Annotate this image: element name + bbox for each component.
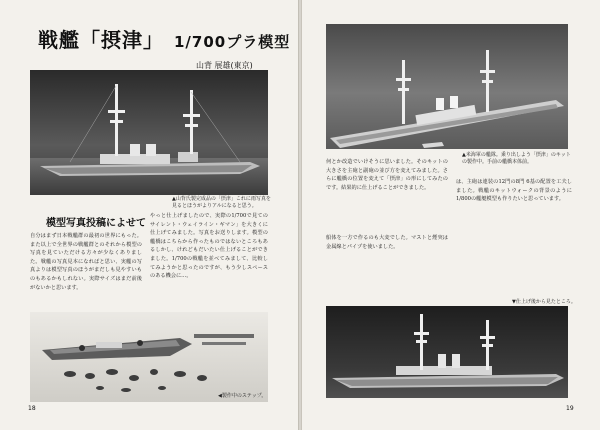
left-column-1: 自分はまず日本戦艦群の最初の世界にもった。また以上で全世界の戦艦群とのそれから模型の写真を見ていただける方々が少なくありました。戦艦の写真見本になればと思い、実艦の写真よりは模型写真のほうがまだしも見やすいものもあるかもしれない。実際サイズはまだ前後がないかと思います。: [30, 233, 142, 291]
battleship-photo-2: [326, 24, 568, 149]
section-heading: 模型写真投稿によせて: [46, 218, 146, 229]
right-column-1: 何とか改造でいけそうに思いました。そのキットの大きさを主砲と副砲の並び方を変えてみました。さらに艦橋の位置を変えて「摂津」の形にしてみたのです。結果的に仕上げることができました。: [326, 159, 448, 191]
author-credit: 山背 展雄(東京): [196, 61, 253, 70]
photo-4-caption: ▼仕上げ後から見たところ。: [512, 299, 576, 305]
model-parts-photo: [30, 312, 268, 402]
title-main: 戦艦「摂津」: [38, 28, 164, 52]
page-number-right: 19: [566, 405, 574, 412]
battleship-photo-1: [30, 70, 268, 195]
right-column-3: は、主砲は連装の12門の8門 6基の配置を工夫しました。戦艦のキットウォークの背景のように1/800の艦艇模型も作りたいと思っています。: [456, 179, 572, 203]
photo-1-caption: ▲山背氏製完成品の「摂津」これに雨写真を見るとほうがよりアルになると思う。: [172, 196, 271, 209]
page-number-left: 18: [28, 405, 36, 412]
article-title: [38, 24, 290, 53]
photo-2-caption: ◀製作中のステップ。: [218, 393, 267, 399]
title-scale: 1/700プラ模型: [174, 33, 291, 51]
photo-3-caption: ▲米海軍の艦隊。乗り出しよう「摂津」のキットの製作中。手前の艦橋本体前。: [462, 152, 571, 165]
right-column-2: 船体を一方で作るのも大変でした。マストと煙突は金属線とパイプを使いました。: [326, 235, 448, 250]
left-column-2: やっと仕上げましたので、実際の1/700で見てのサイレント・ウェイライン・ギマン」を大きくに仕上げてみました。写真をお送りします。模型の艦橋はこちらから作ったものではないところもあるしかし、けれどもだいたい仕上げることができました。1/700の戦艦を並べてみまして、比較してみようかと思ったのですが、もう少しスペースのある機会に…。: [150, 213, 268, 280]
battleship-photo-3: [326, 306, 568, 398]
right-page: [301, 0, 600, 430]
